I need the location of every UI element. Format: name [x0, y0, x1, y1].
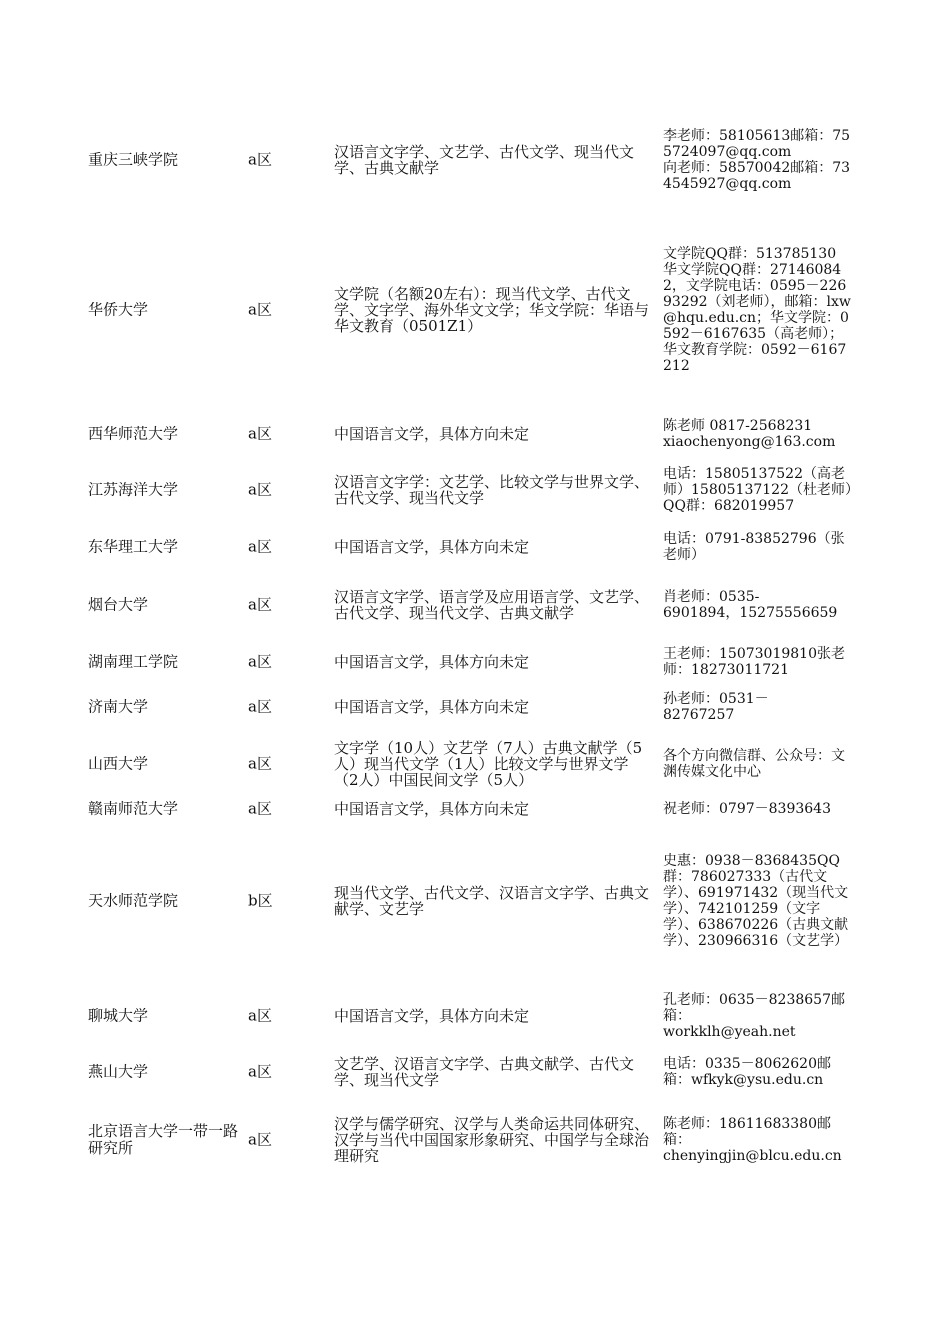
zone-label: a区 — [248, 1062, 272, 1081]
school-name: 济南大学 — [88, 697, 149, 716]
contact-info: 各个方向微信群、公众号：文渊传媒文化中心 — [663, 748, 845, 780]
zone-label: a区 — [248, 150, 272, 169]
contact-info: 文学院QQ群：513785130 华文学院QQ群：271460842，文学院电话：0595－22693292（刘老师），邮箱：lxw@hqu.edu.cn；华文学院：0592－6167635（高老师）；华文教育学院：0592－6167212 — [663, 246, 851, 374]
zone-label: a区 — [248, 799, 272, 818]
contact-info: 电话：0335－8062620邮箱：wfkyk@ysu.edu.cn — [663, 1056, 831, 1088]
table-row — [0, 414, 950, 454]
research-directions: 中国语言文学，具体方向未定 — [334, 425, 530, 443]
table-row — [0, 828, 950, 974]
table-row — [0, 988, 950, 1044]
research-directions: 汉语言文字学：文艺学、比较文学与世界文学、古代文学、现当代文学 — [334, 473, 650, 507]
zone-label: a区 — [248, 595, 272, 614]
research-directions: 汉学与儒学研究、汉学与人类命运共同体研究、汉学与当代中国国家形象研究、中国学与全球治理研究 — [334, 1115, 650, 1165]
contact-info: 孙老师：0531－ 82767257 — [663, 691, 769, 723]
table-row — [0, 642, 950, 682]
research-directions: 汉语言文字学、文艺学、古代文学、现当代文学、古典文献学 — [334, 143, 635, 177]
school-name: 北京语言大学一带一路研究所 — [88, 1122, 239, 1157]
school-name: 江苏海洋大学 — [88, 480, 179, 499]
research-directions: 文学院（名额20左右）：现当代文学、古代文学、文字学、海外华文文学；华文学院：华语与华文教育（0501Z1） — [334, 285, 650, 335]
contact-info: 祝老师：0797－8393643 — [663, 801, 831, 817]
contact-info: 王老师：15073019810张老师：18273011721 — [663, 646, 845, 678]
table-row — [0, 1052, 950, 1092]
zone-label: a区 — [248, 537, 272, 556]
research-directions: 现当代文学、古代文学、汉语言文字学、古典文献学、文艺学 — [334, 884, 650, 918]
table-row — [0, 736, 950, 792]
table-row — [0, 687, 950, 727]
school-name: 重庆三峡学院 — [88, 150, 179, 169]
contact-info: 史惠：0938－8368435QQ群：786027333（古代文学）、691971432（现当代文学）、742101259（文字学）、638670226（古典文献 学）、230966316（文艺学） — [663, 853, 849, 949]
contact-info: 李老师：58105613邮箱：755724097@qq.com 向老师：58570042邮箱：734545927@qq.com — [663, 128, 851, 192]
contact-info: 陈老师 0817-2568231 xiaochenyong@163.com — [663, 418, 836, 450]
school-name: 西华师范大学 — [88, 424, 179, 443]
table-row — [0, 1102, 950, 1178]
contact-info: 肖老师：0535- 6901894，15275556659 — [663, 589, 838, 621]
table-row — [0, 577, 950, 633]
research-directions: 中国语言文学，具体方向未定 — [334, 800, 530, 818]
contact-info: 陈老师：18611683380邮箱： chenyingjin@blcu.edu.cn — [663, 1116, 842, 1164]
research-directions: 汉语言文字学、语言学及应用语言学、文艺学、古代文学、现当代文学、古典文献学 — [334, 588, 650, 622]
contact-info: 电话：15805137522（高老师）15805137122（杜老师）QQ群：682019957 — [663, 466, 852, 514]
school-name: 东华理工大学 — [88, 537, 179, 556]
school-name: 聊城大学 — [88, 1006, 149, 1025]
research-directions: 中国语言文学，具体方向未定 — [334, 653, 530, 671]
research-directions: 文艺学、汉语言文字学、古典文献学、古代文学、现当代文学 — [334, 1055, 635, 1089]
table-row — [0, 527, 950, 567]
zone-label: a区 — [248, 480, 272, 499]
table-row — [0, 228, 950, 392]
table-row — [0, 120, 950, 200]
contact-info: 孔老师：0635－8238657邮箱： workklh@yeah.net — [663, 992, 845, 1040]
table-row — [0, 462, 950, 518]
school-name: 燕山大学 — [88, 1062, 149, 1081]
zone-label: b区 — [248, 891, 273, 910]
school-name: 天水师范学院 — [88, 891, 179, 910]
contact-info: 电话：0791-83852796（张老师） — [663, 531, 845, 563]
zone-label: a区 — [248, 652, 272, 671]
research-directions: 中国语言文学，具体方向未定 — [334, 538, 530, 556]
research-directions: 文字学（10人）文艺学（7人）古典文献学（5人）现当代文学（1人）比较文学与世界文学（2人）中国民间文学（5人） — [334, 739, 643, 789]
zone-label: a区 — [248, 300, 272, 319]
research-directions: 中国语言文学，具体方向未定 — [334, 1007, 530, 1025]
zone-label: a区 — [248, 754, 272, 773]
table-row — [0, 798, 950, 820]
school-name: 山西大学 — [88, 754, 149, 773]
zone-label: a区 — [248, 424, 272, 443]
school-name: 烟台大学 — [88, 595, 149, 614]
zone-label: a区 — [248, 1006, 272, 1025]
zone-label: a区 — [248, 1130, 272, 1149]
school-name: 赣南师范大学 — [88, 799, 179, 818]
school-name: 华侨大学 — [88, 300, 149, 319]
research-directions: 中国语言文学，具体方向未定 — [334, 698, 530, 716]
zone-label: a区 — [248, 697, 272, 716]
school-name: 湖南理工学院 — [88, 652, 179, 671]
